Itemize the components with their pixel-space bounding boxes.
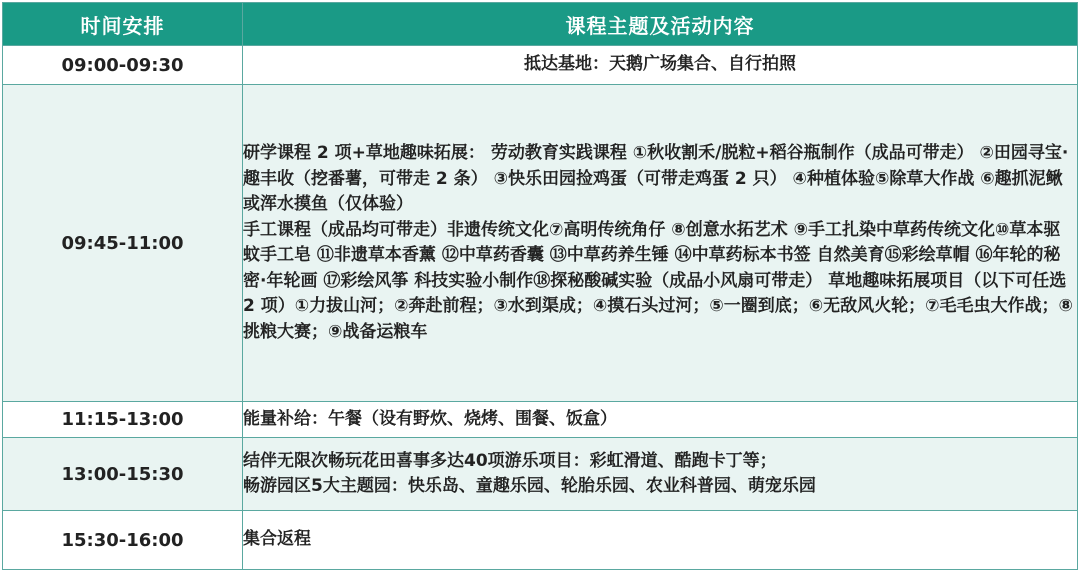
row-content <box>243 402 1078 438</box>
row-time: 11:15-13:00 <box>3 402 243 438</box>
content-paragraph: 手工课程（成品均可带走）非遗传统文化⑦高明传统角仔 ⑧创意水拓艺术 ⑨手工扎染中草药传统文化⑩草本驱蚊手工皂 ⑪非遗草本香薰 ⑫中草药香囊 ⑬中草药养生锤 ⑭中草药标本书签 自然美育⑮彩绘草帽 ⑯年轮的秘密·年轮画 ⑰彩绘风筝 科技实验小制作⑱探秘酸碱实验（成品小风扇可带走） 草地趣味拓展项目（以下可任选 2 项）①力拔山河；②奔赴前程；③水到渠成；④摸石头过河；⑤一圈到底；⑥无敌风火轮；⑦毛毛虫大作战；⑧挑粮大赛；⑨战备运粮车 <box>243 219 1073 342</box>
schedule-table <box>2 2 1078 570</box>
table-row <box>3 46 1078 85</box>
content-line: 能量补给：午餐（设有野炊、烧烤、围餐、饭盒） <box>243 408 617 429</box>
table-row <box>3 85 1078 402</box>
content-line: 畅游园区5大主题园：快乐岛、童趣乐园、轮胎乐园、农业科普园、萌宠乐园 <box>243 476 816 496</box>
header-time: 时间安排 <box>3 3 243 46</box>
content-line: 抵达基地：天鹅广场集合、自行拍照 <box>524 54 796 75</box>
row-content <box>243 46 1078 85</box>
row-time: 15:30-16:00 <box>3 511 243 570</box>
row-time: 13:00-15:30 <box>3 438 243 511</box>
content-line: 集合返程 <box>243 529 311 550</box>
row-content <box>243 438 1078 511</box>
table-header-row <box>3 3 1078 46</box>
row-content <box>243 511 1078 570</box>
row-time: 09:45-11:00 <box>3 85 243 402</box>
row-content <box>243 85 1078 402</box>
content-line: 结伴无限次畅玩花田喜事多达40项游乐项目：彩虹滑道、酷跑卡丁等； <box>243 450 777 471</box>
table-row <box>3 402 1078 438</box>
header-content: 课程主题及活动内容 <box>243 3 1078 46</box>
table-row <box>3 511 1078 570</box>
table-row <box>3 438 1078 511</box>
content-paragraph: 研学课程 2 项+草地趣味拓展： 劳动教育实践课程 ①秋收割禾/脱粒+稻谷瓶制作（成品可带走） ②田园寻宝·趣丰收（挖番薯，可带走 2 条） ③快乐田园捡鸡蛋（可带走鸡蛋 2 只） ④种植体验⑤除草大作战 ⑥趣抓泥鳅或浑水摸鱼（仅体验） <box>243 143 1069 214</box>
row-time: 09:00-09:30 <box>3 46 243 85</box>
